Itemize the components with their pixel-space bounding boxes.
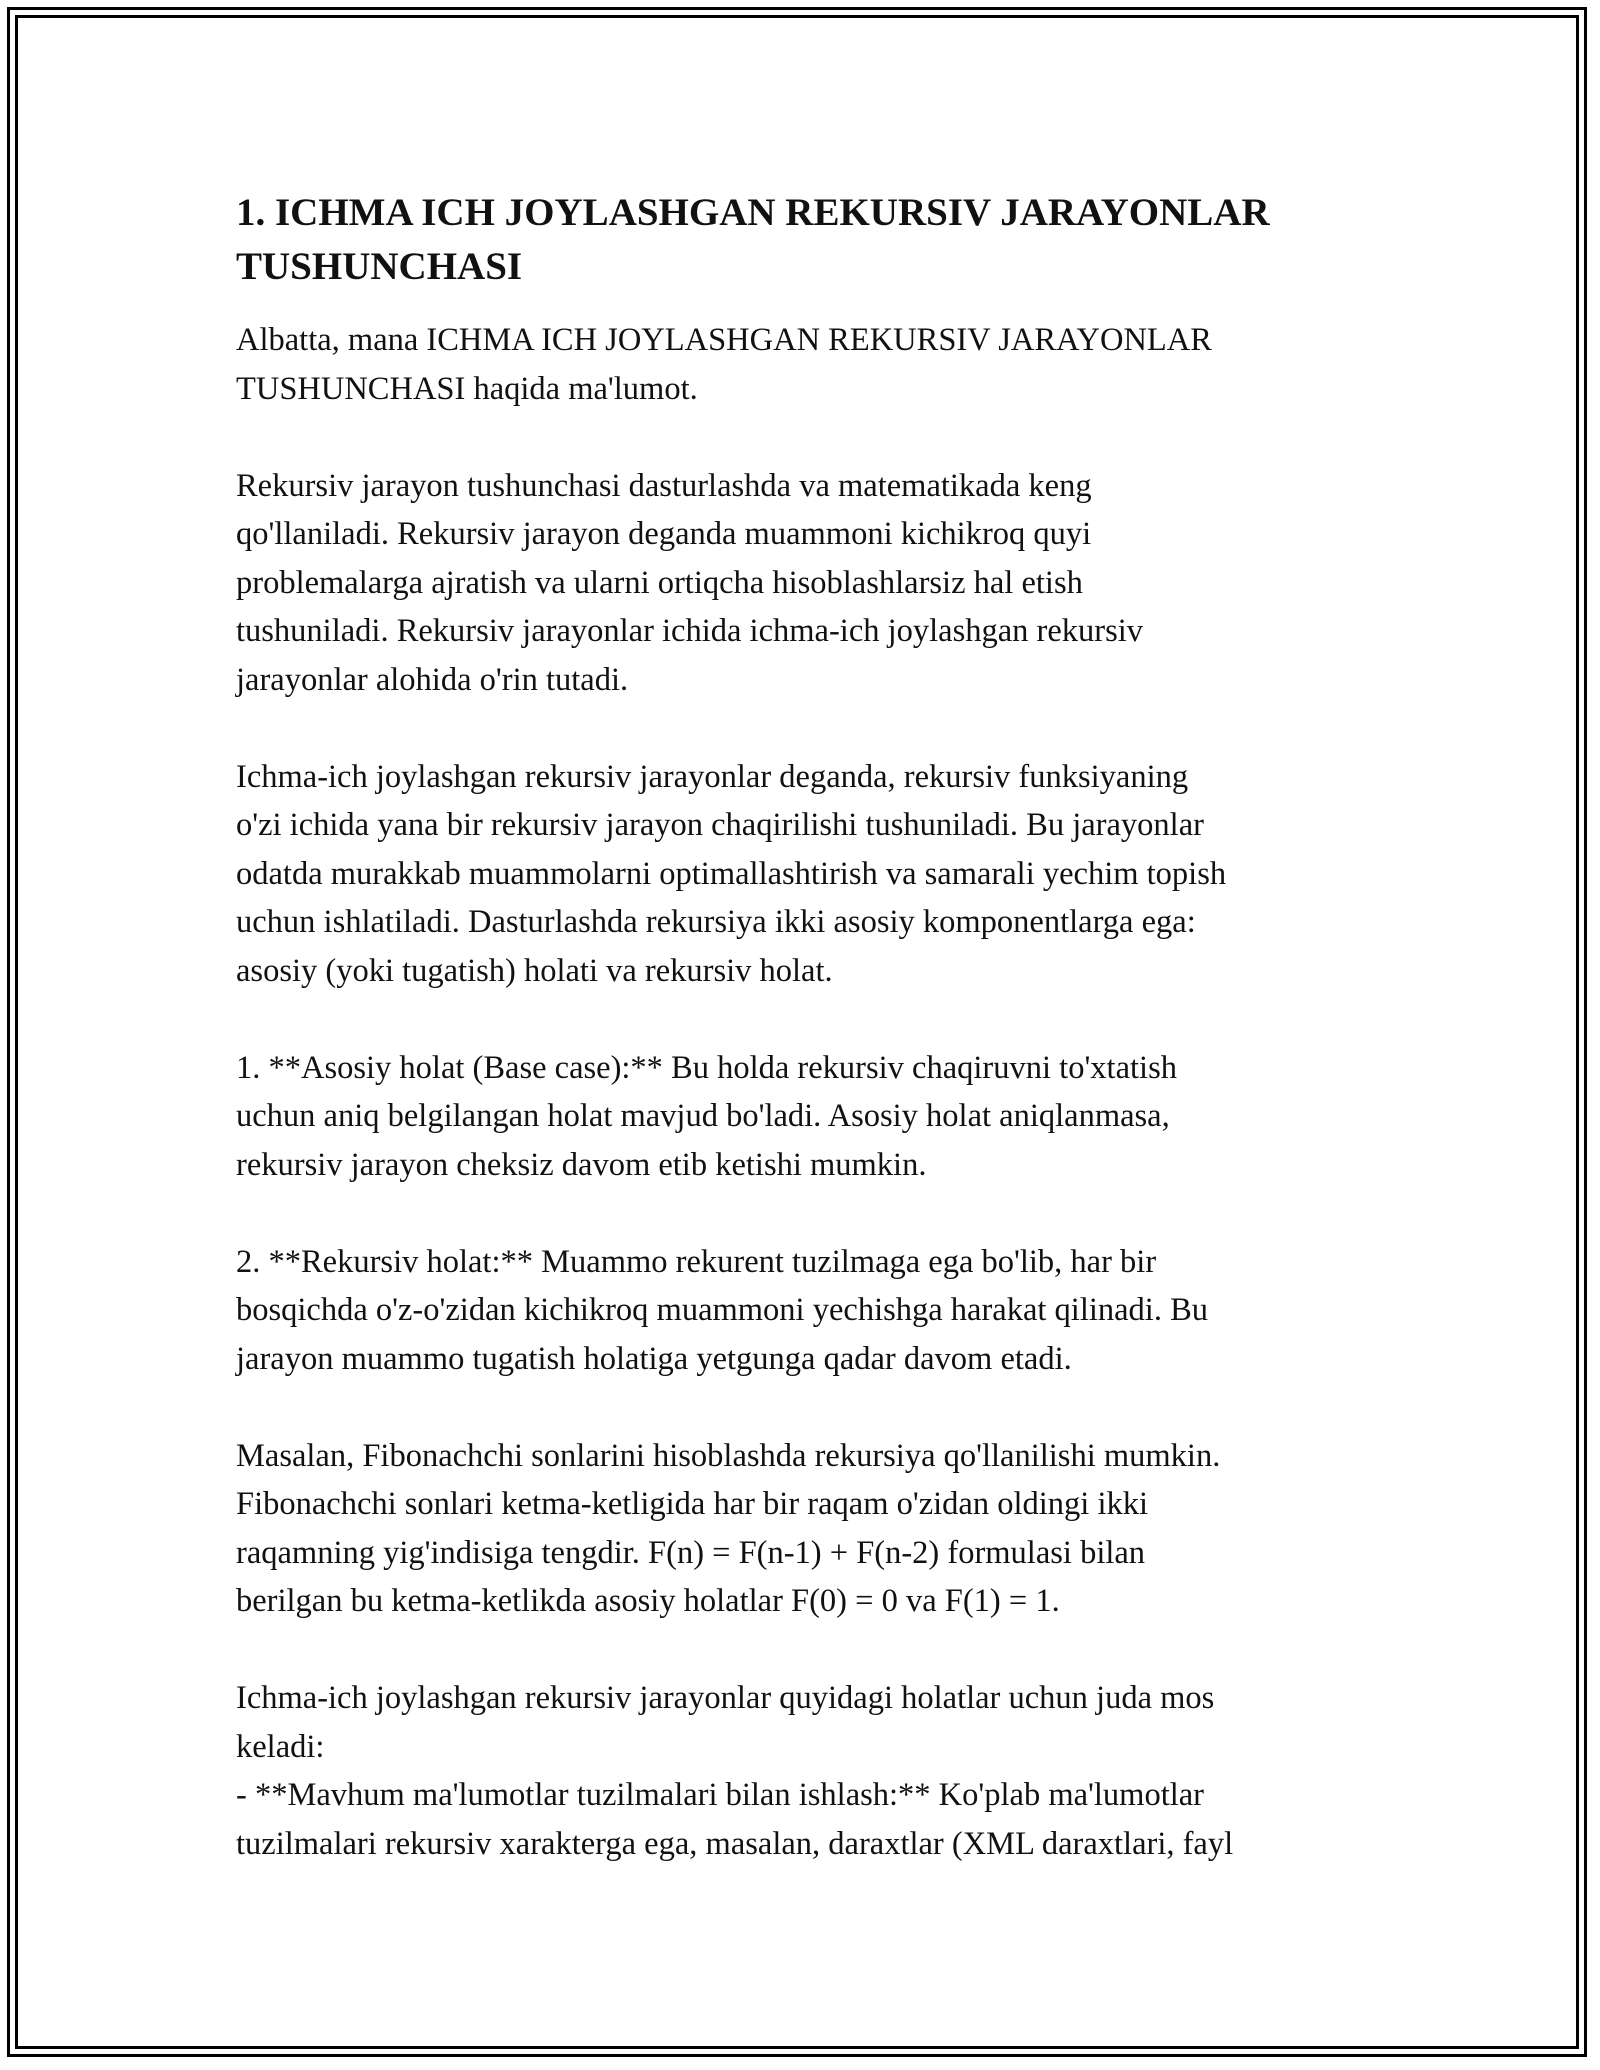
paragraph-use-cases (236, 1674, 1364, 1868)
text-line: tushuniladi. Rekursiv jarayonlar ichida ichma-ich joylashgan rekursiv (236, 613, 1144, 649)
paragraph-recursion-definition (236, 462, 1364, 705)
title-line: TUSHUNCHASI (236, 245, 523, 288)
text-line: jarayon muammo tugatish holatiga yetgunga qadar davom etadi. (236, 1340, 1072, 1377)
text-line: Rekursiv jarayon tushunchasi dasturlashda va matematikada keng (236, 467, 1092, 504)
text-line: rekursiv jarayon cheksiz davom etib ketishi mumkin. (236, 1146, 927, 1183)
paragraph-base-case (236, 1044, 1364, 1190)
text-line: Albatta, mana ICHMA ICH JOYLASHGAN REKURSIV JARAYONLAR (236, 322, 1212, 358)
text-line: uchun ishlatiladi. Dasturlashda rekursiya ikki asosiy komponentlarga ega: (236, 904, 1196, 940)
text-line: keladi: (236, 1728, 325, 1765)
text-line: jarayonlar alohida o'rin tutadi. (236, 661, 629, 698)
text-line: asosiy (yoki tugatish) holati va rekursiv holat. (236, 952, 833, 989)
document-title (236, 186, 1364, 294)
text-line: Masalan, Fibonachchi sonlarini hisoblashda rekursiya qo'llanilishi mumkin. (236, 1437, 1221, 1474)
text-line: raqamning yig'indisiga tengdir. F(n) = F(n-1) + F(n-2) formulasi bilan (236, 1534, 1146, 1571)
title-line: 1. ICHMA ICH JOYLASHGAN REKURSIV JARAYONLAR (236, 191, 1270, 234)
text-line: tuzilmalari rekursiv xarakterga ega, masalan, daraxtlar (XML daraxtlari, fayl (236, 1825, 1234, 1862)
paragraph-nested-recursion (236, 753, 1364, 996)
text-line: qo'llaniladi. Rekursiv jarayon deganda muammoni kichikroq quyi (236, 516, 1092, 552)
text-line: odatda murakkab muammolarni optimallashtirish va samarali yechim topish (236, 855, 1227, 892)
text-line: berilgan bu ketma-ketlikda asosiy holatlar F(0) = 0 va F(1) = 1. (236, 1583, 1060, 1619)
text-line: Fibonachchi sonlari ketma-ketligida har bir raqam o'zidan oldingi ikki (236, 1486, 1148, 1522)
text-line: problemalarga ajratish va ularni ortiqcha hisoblashlarsiz hal etish (236, 564, 1083, 601)
text-line: o'zi ichida yana bir rekursiv jarayon chaqirilishi tushuniladi. Bu jarayonlar (236, 807, 1204, 843)
paragraph-intro (236, 316, 1364, 413)
text-line: TUSHUNCHASI haqida ma'lumot. (236, 370, 698, 407)
text-line: Ichma-ich joylashgan rekursiv jarayonlar quyidagi holatlar uchun juda mos (236, 1680, 1215, 1716)
text-line: uchun aniq belgilangan holat mavjud bo'ladi. Asosiy holat aniqlanmasa, (236, 1098, 1170, 1134)
text-line: - **Mavhum ma'lumotlar tuzilmalari bilan ishlash:** Ko'plab ma'lumotlar (236, 1777, 1205, 1813)
document-body (236, 186, 1364, 1868)
paragraph-fibonacci (236, 1432, 1364, 1626)
paragraph-recursive-case (236, 1238, 1364, 1384)
text-line: bosqichda o'z-o'zidan kichikroq muammoni yechishga harakat qilinadi. Bu (236, 1292, 1209, 1328)
text-line: 2. **Rekursiv holat:** Muammo rekurent tuzilmaga ega bo'lib, har bir (236, 1243, 1157, 1280)
text-line: 1. **Asosiy holat (Base case):** Bu holda rekursiv chaqiruvni to'xtatish (236, 1049, 1177, 1086)
text-line: Ichma-ich joylashgan rekursiv jarayonlar deganda, rekursiv funksiyaning (236, 758, 1189, 795)
